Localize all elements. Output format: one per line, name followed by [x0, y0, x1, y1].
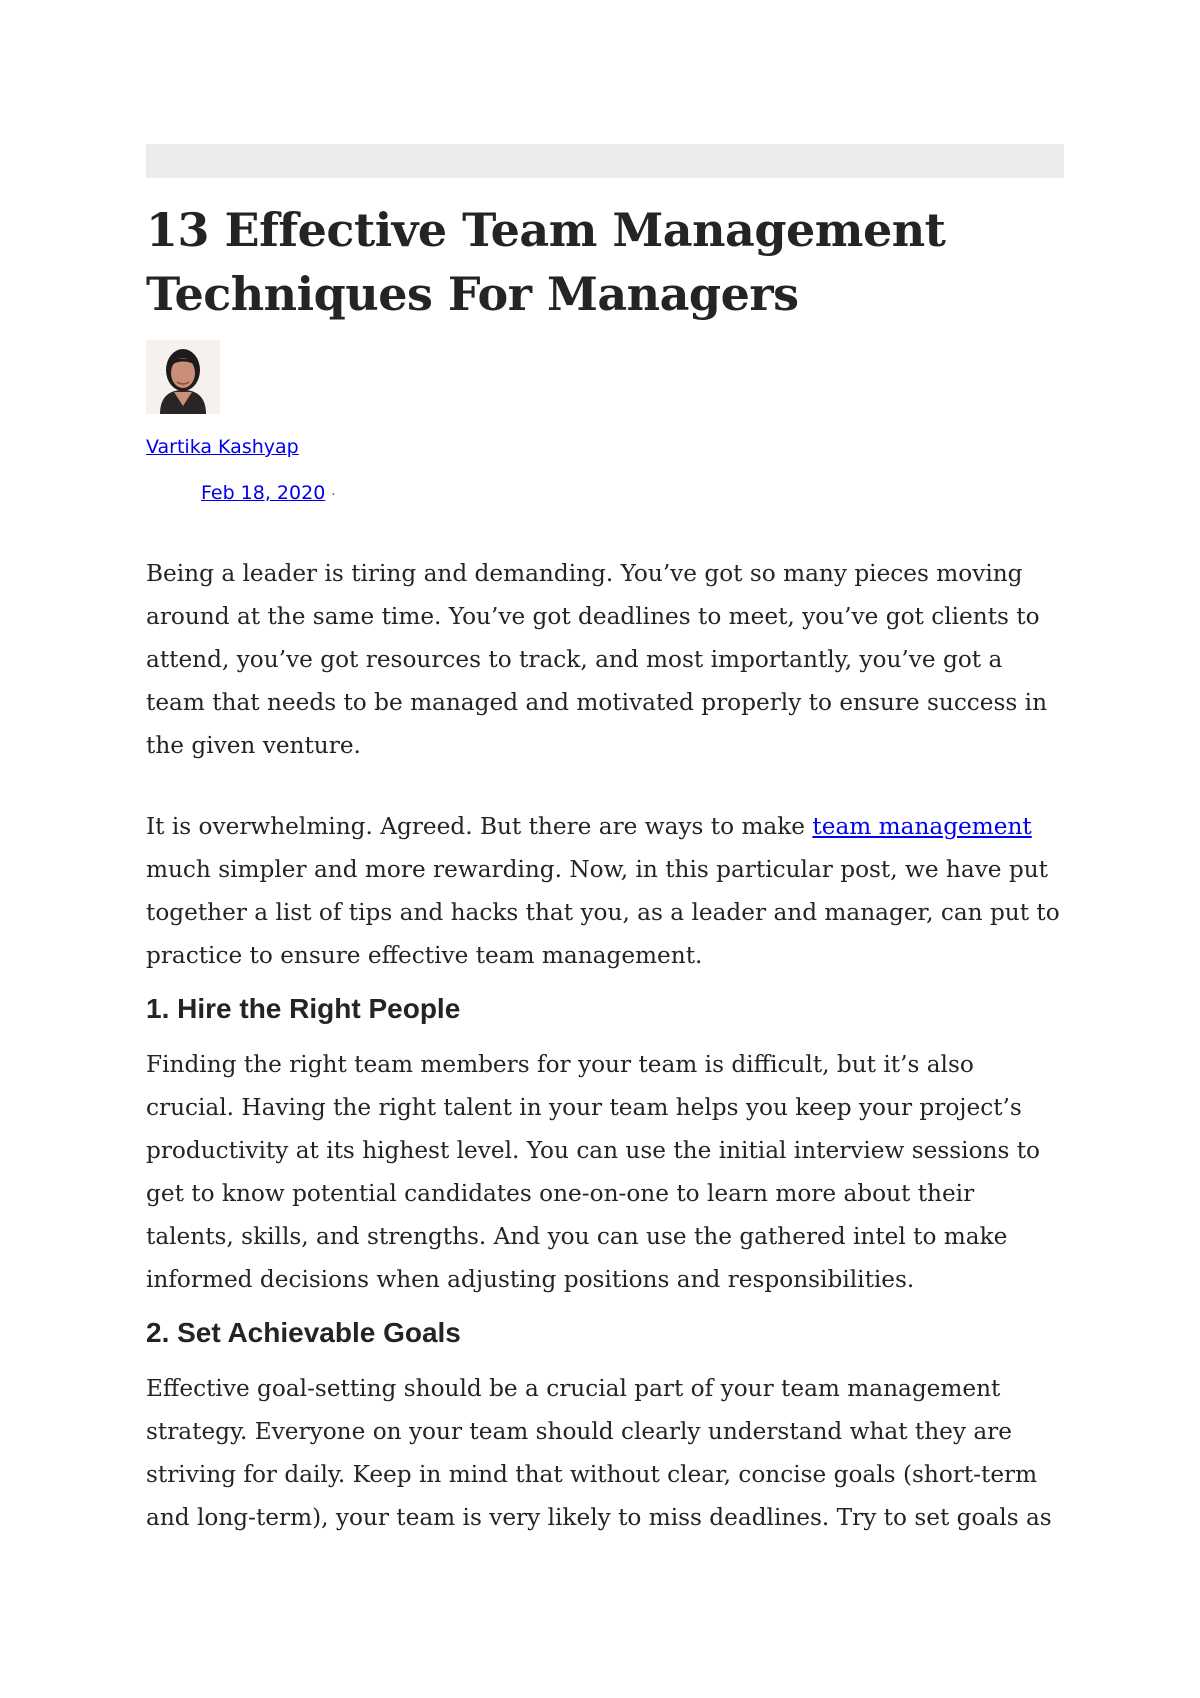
publish-date-link[interactable]: Feb 18, 2020 [201, 482, 326, 504]
section-heading: 1. Hire the Right People [146, 993, 461, 1024]
team-management-link[interactable]: team management [812, 813, 1032, 840]
meta-separator: · [331, 487, 336, 503]
intro-paragraph: Being a leader is tiring and demanding. You’ve got so many pieces moving around at the same time. You’ve got deadlines to meet, you’ve got clients to attend, you’ve got resources to track, and most importantly, you’ve got a team that needs to be managed and motivated properly to ensure success in the given venture. [146, 560, 1048, 759]
author-link[interactable]: Vartika Kashyap [146, 436, 299, 458]
post-meta [201, 482, 336, 504]
author-photo-icon [146, 340, 220, 414]
article-title: 13 Effective Team Management Techniques For Managers [146, 203, 946, 321]
author-avatar[interactable] [146, 340, 220, 414]
section-heading: 2. Set Achievable Goals [146, 1317, 461, 1348]
article-body [146, 552, 1064, 1577]
section-paragraph: Effective goal-setting should be a crucial part of your team management strategy. Everyone on your team should clearly understand what they are striving for daily. Keep in mind that without clear, concise goals (short-term and long-term), your team is very likely to miss deadlines. Try to set goals as [146, 1375, 1052, 1531]
paragraph-text: much simpler and more rewarding. Now, in this particular post, we have put together a list of tips and hacks that you, as a leader and manager, can put to practice to ensure effective team management. [146, 856, 1060, 969]
section-paragraph: Finding the right team members for your team is difficult, but it’s also crucial. Having the right talent in your team helps you keep your project’s productivity at its highest level. You can use the initial interview sessions to get to know potential candidates one-on-one to learn more about their talents, skills, and strengths. And you can use the gathered intel to make informed decisions when adjusting positions and responsibilities. [146, 1051, 1041, 1293]
paragraph-text: It is overwhelming. Agreed. But there are ways to make [146, 813, 813, 840]
header-banner-placeholder [146, 144, 1064, 178]
paragraph [146, 805, 1064, 977]
